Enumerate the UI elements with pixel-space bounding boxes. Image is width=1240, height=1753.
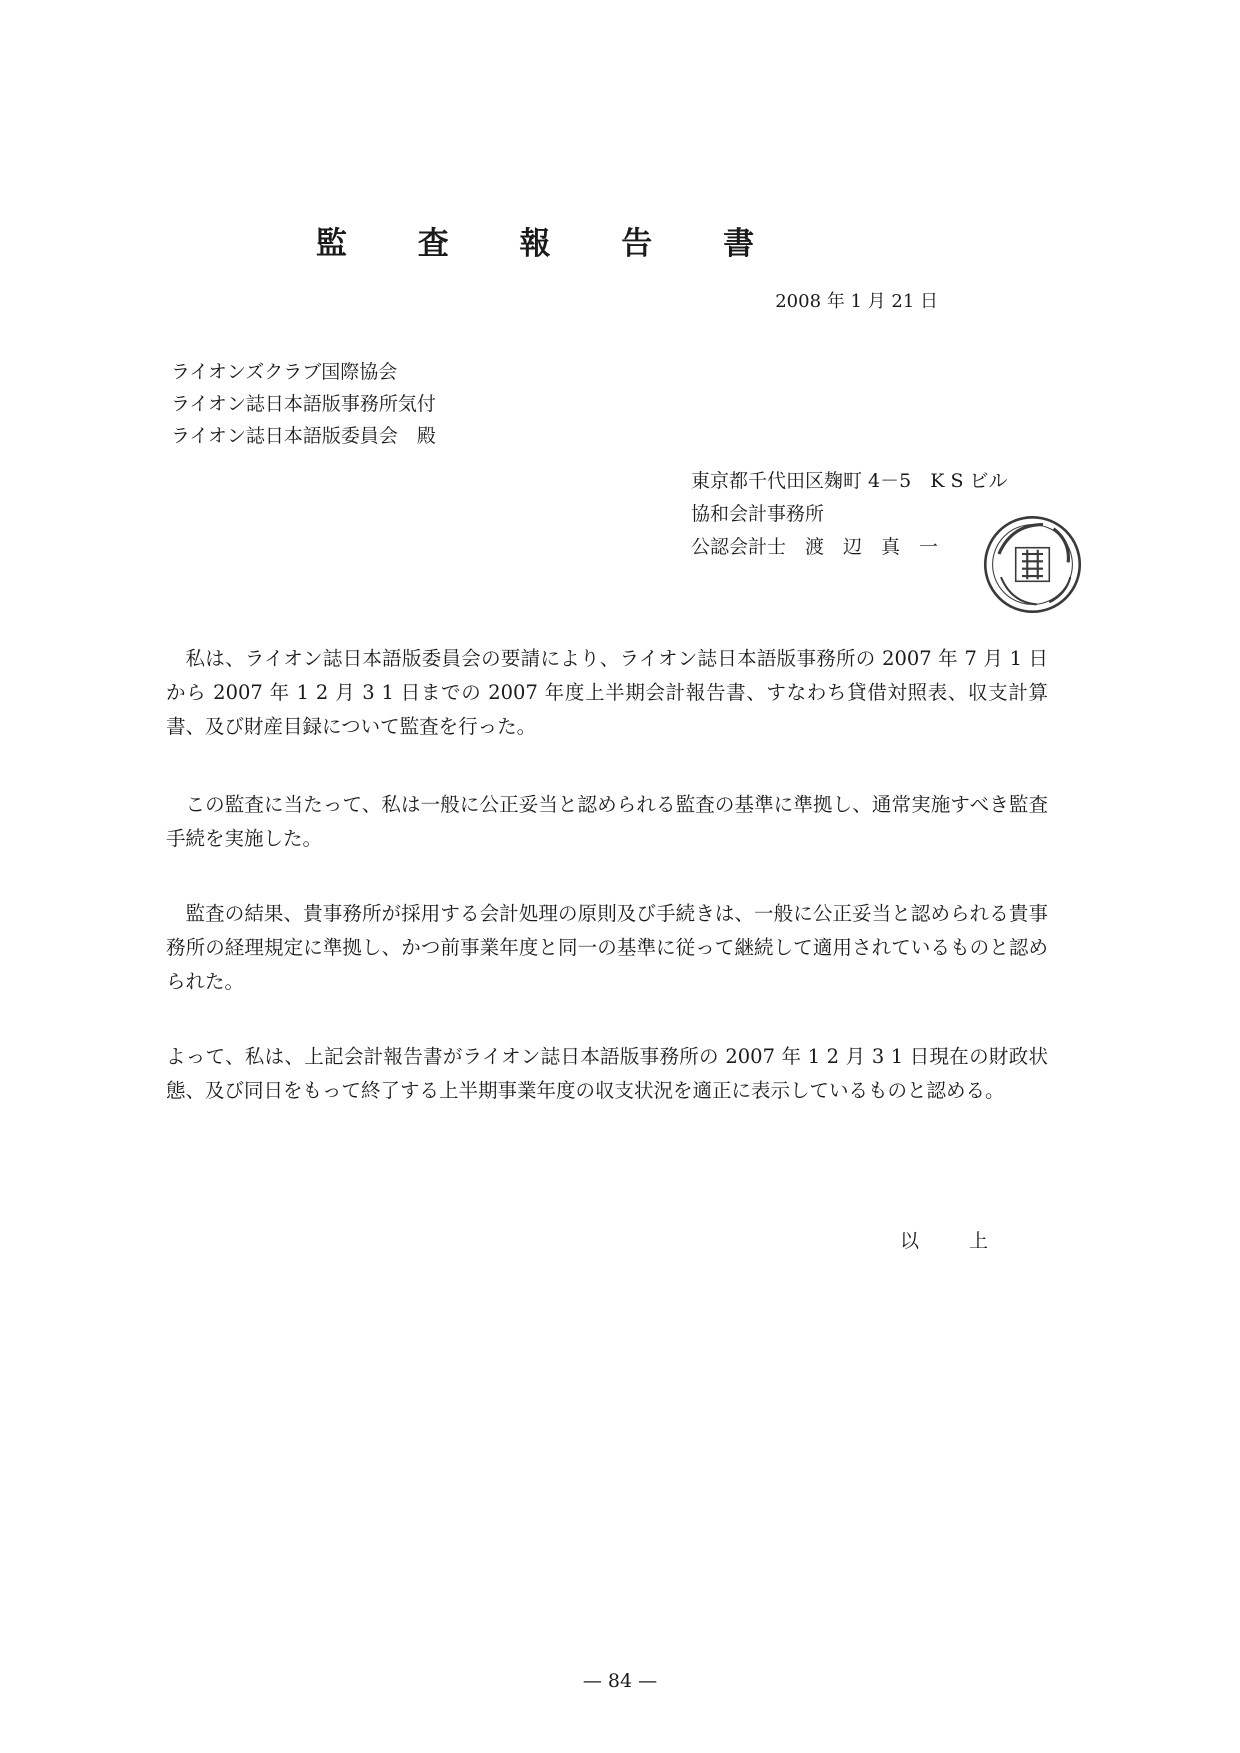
closing-remark: 以 上 (899, 1230, 1010, 1252)
page-number: — 84 — (582, 1670, 658, 1692)
addressee-line: ライオン誌日本語版事務所気付 (171, 393, 436, 415)
seal-stamp-icon (980, 512, 1085, 617)
sender-name: 公認会計士 渡 辺 真 一 (691, 536, 939, 558)
sender-firm: 協和会計事務所 (691, 503, 825, 525)
sender-block (691, 465, 1008, 564)
addressee-line: ライオンズクラブ国際協会 (171, 361, 398, 383)
addressee-block (171, 356, 436, 452)
body-paragraph: 監査の結果、貴事務所が採用する会計処理の原則及び手続きは、一般に公正妥当と認められる貴事務所の経理規定に準拠し、かつ前事業年度と同一の基準に従って継続して適用されているものと認められた。 (166, 902, 1048, 993)
body-paragraph: この監査に当たって、私は一般に公正妥当と認められる監査の基準に準拠し、通常実施すべき監査手続を実施した。 (166, 793, 1048, 850)
addressee-line: ライオン誌日本語版委員会 殿 (171, 425, 436, 447)
document-date: 2008 年 1 月 21 日 (775, 291, 938, 312)
sender-address: 東京都千代田区麹町 4－5 K S ビル (691, 470, 1008, 492)
document-title: 監 査 報 告 書 (315, 226, 785, 262)
body-paragraph: よって、私は、上記会計報告書がライオン誌日本語版事務所の 2007 年 1 2 月 3 1 日現在の財政状態、及び同日をもって終了する上半期事業年度の収支状況を適正に表示しているものと認める。 (166, 1045, 1048, 1102)
body-paragraph: 私は、ライオン誌日本語版委員会の要請により、ライオン誌日本語版事務所の 2007 年 7 月 1 日から 2007 年 1 2 月 3 1 日までの 2007 年度上半期会計報告書、すなわち貸借対照表、収支計算書、及び財産目録について監査を行った。 (166, 647, 1048, 738)
